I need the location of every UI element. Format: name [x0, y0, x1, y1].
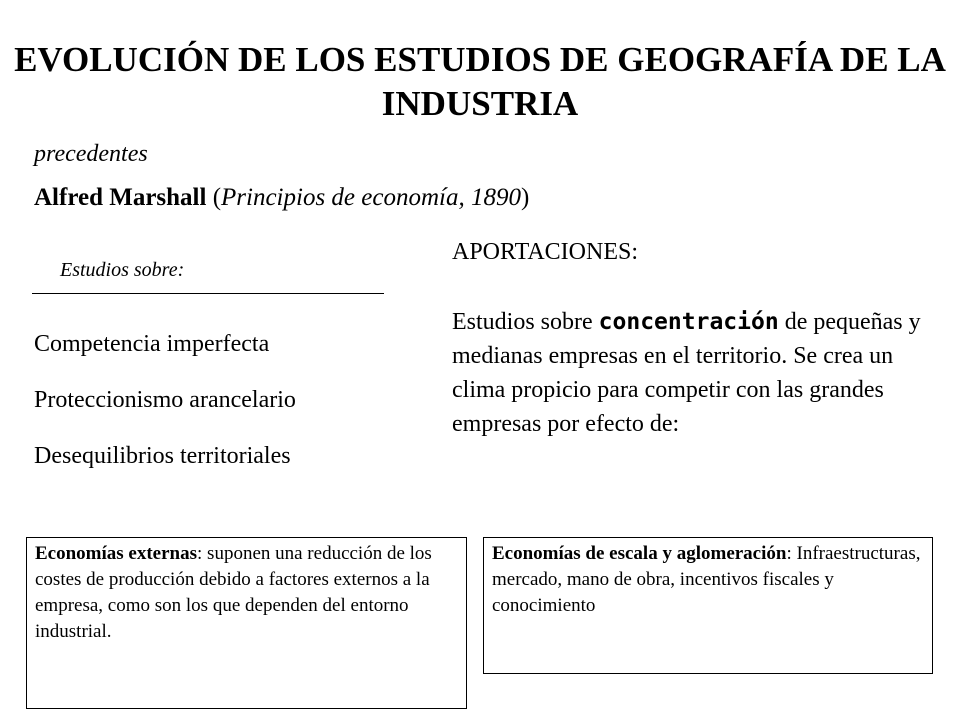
scale-economies-description: : Infraestructuras, mercado, mano de obra, incentivos fiscales y conocimiento — [492, 543, 921, 616]
list-item: Competencia imperfecta — [34, 331, 270, 357]
list-item: Desequilibrios territoriales — [34, 443, 291, 469]
scale-economies-box — [483, 537, 933, 674]
list-item: Proteccionismo arancelario — [34, 387, 296, 413]
scale-economies-term: Economías de escala y aglomeración — [492, 543, 787, 564]
author-work: Principios de economía, 1890 — [221, 184, 521, 211]
author-open-paren: ( — [206, 184, 222, 211]
aportaciones-text-after: de pequeñas y medianas empresas en el territorio. Se crea un clima propicio para competir con las grandes empresas por efecto de: — [452, 309, 921, 437]
aportaciones-text-before: Estudios sobre — [452, 309, 599, 335]
divider — [32, 293, 384, 294]
aportaciones-emphasis: concentración — [598, 309, 779, 335]
subtitle: precedentes — [34, 141, 148, 167]
page-title: EVOLUCIÓN DE LOS ESTUDIOS DE GEOGRAFÍA DE LA INDUSTRIA — [14, 40, 946, 123]
author-close-paren: ) — [520, 184, 530, 211]
aportaciones-heading: APORTACIONES: — [452, 239, 638, 265]
studies-list — [34, 324, 296, 492]
author-line — [34, 184, 529, 212]
studies-label: Estudios sobre: — [60, 259, 185, 281]
author-name: Alfred Marshall — [34, 184, 207, 211]
external-economies-description: : suponen una reducción de los costes de producción debido a factores externos a la empresa, como son los que dependen del entorno industrial. — [35, 543, 432, 642]
external-economies-term: Economías externas — [35, 543, 198, 564]
external-economies-box — [26, 537, 467, 709]
aportaciones-text — [452, 305, 932, 441]
